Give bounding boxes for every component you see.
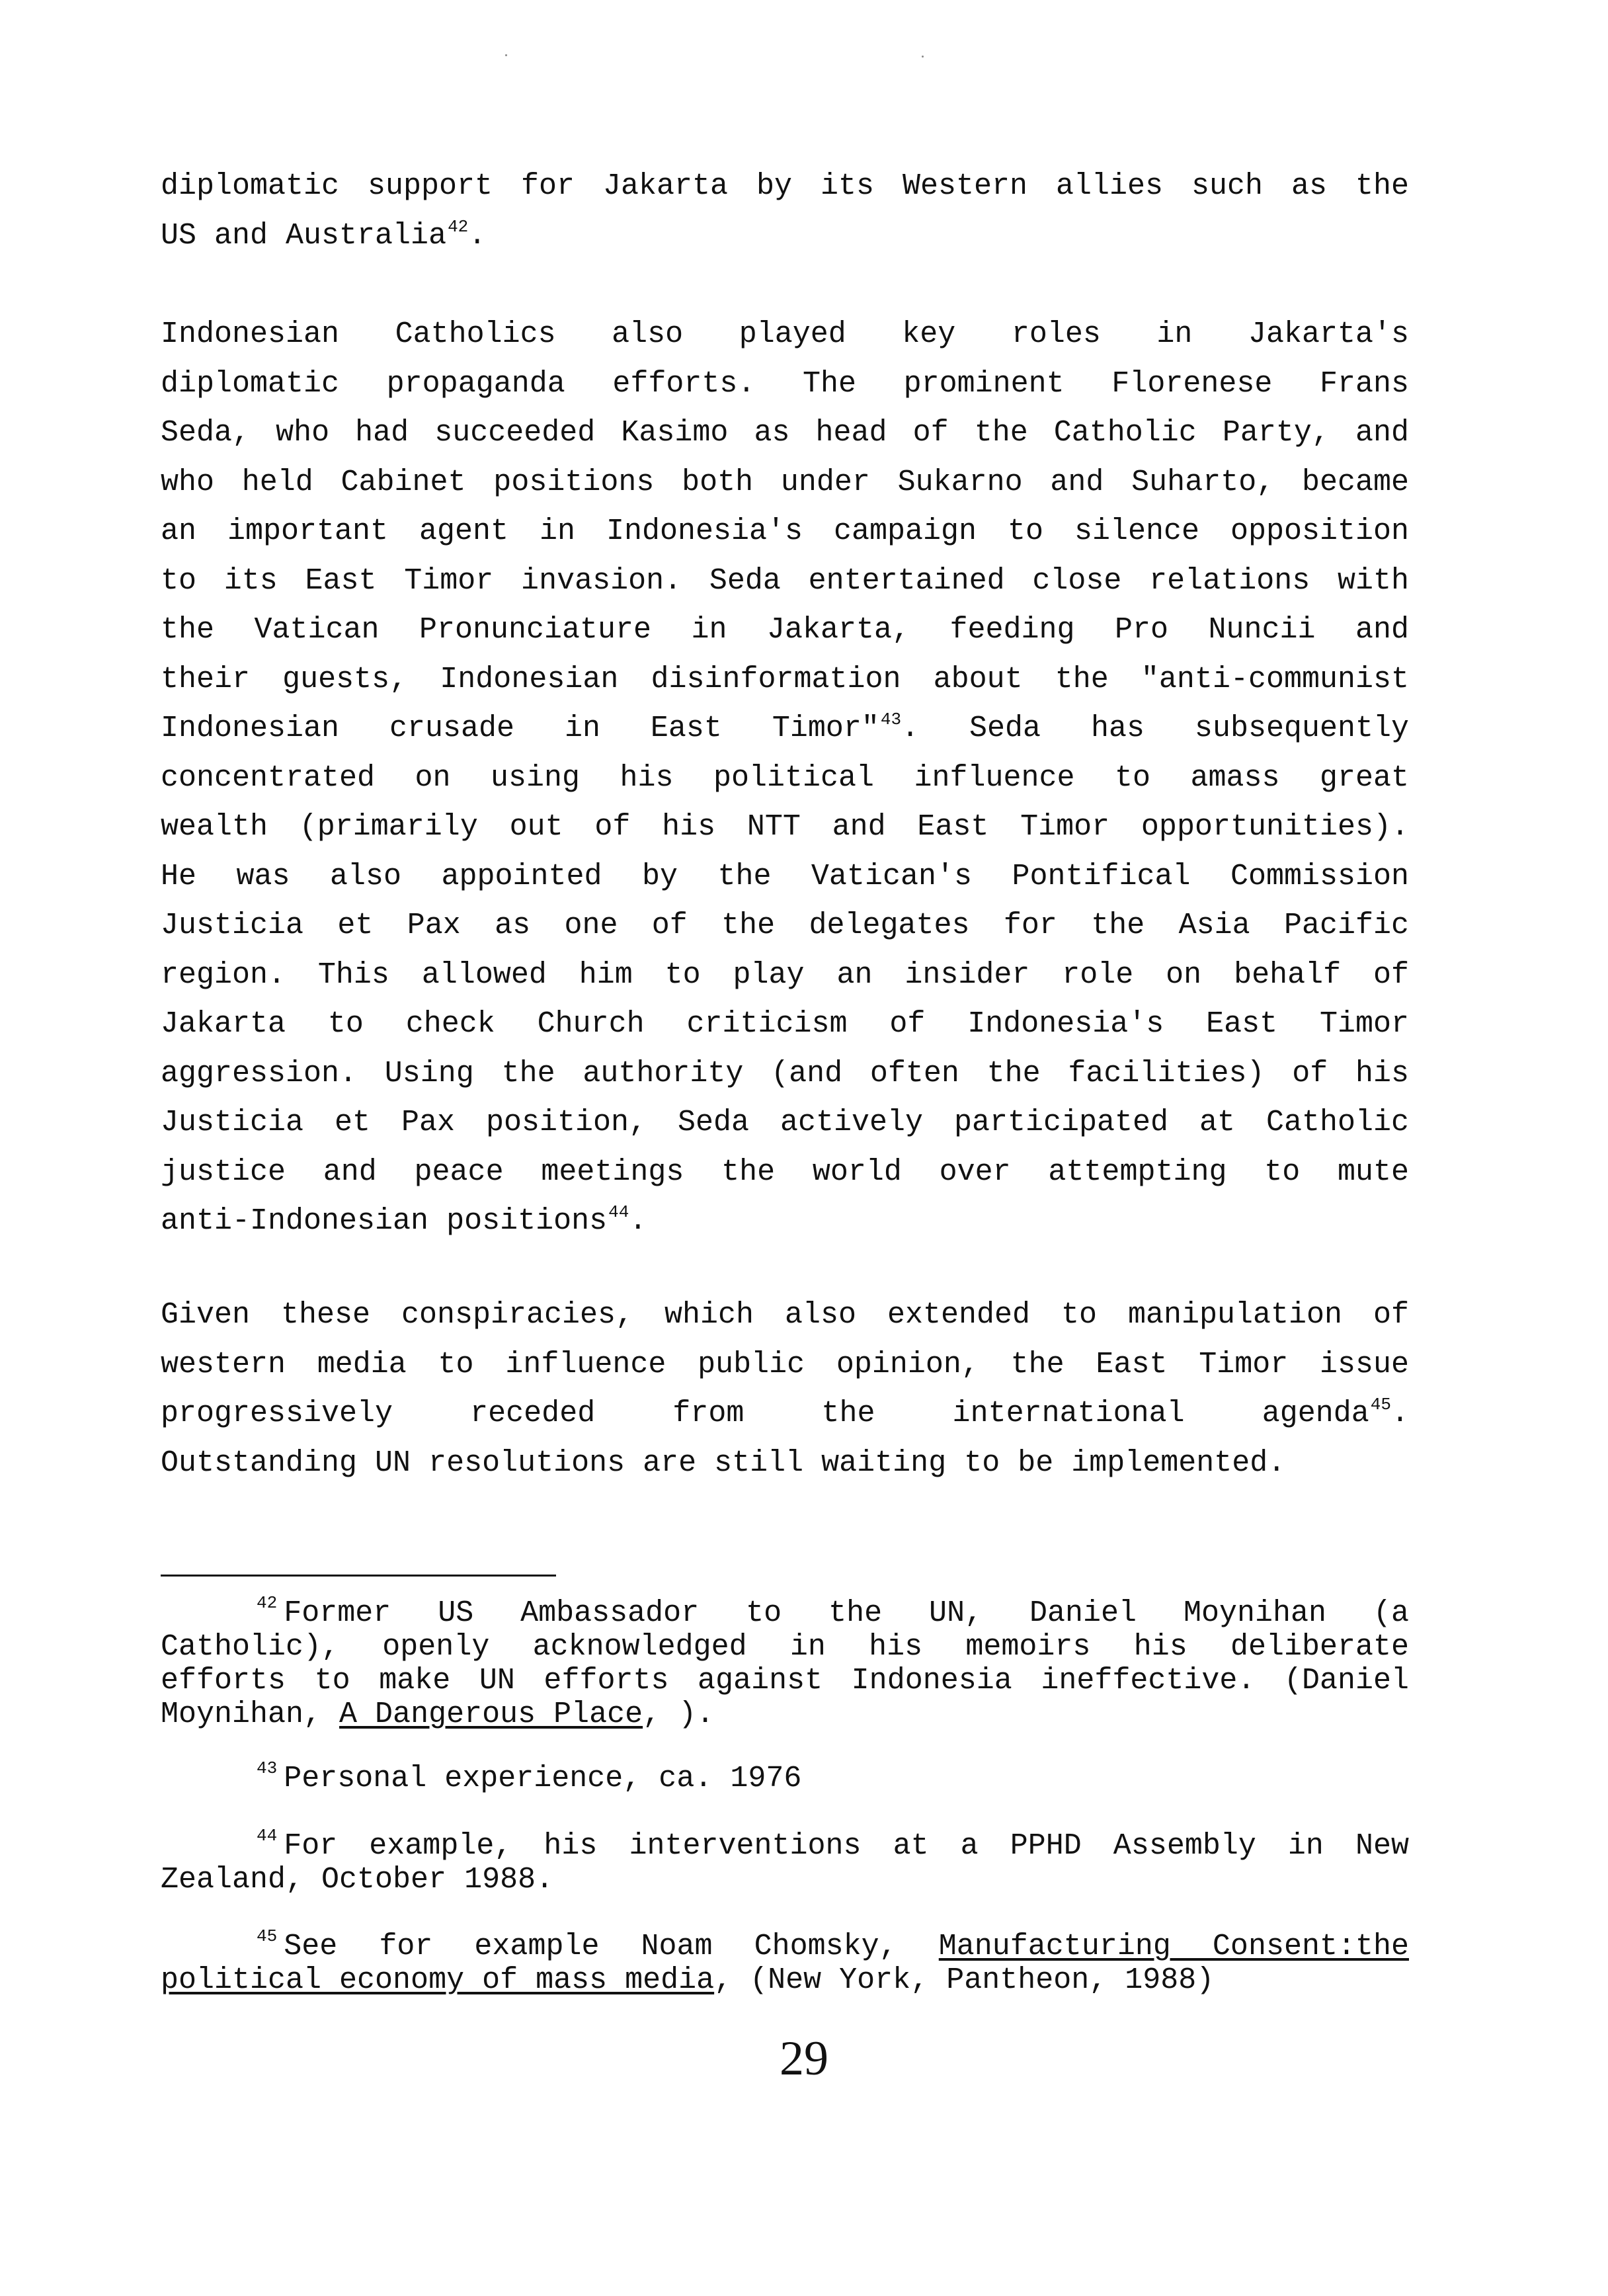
cited-title: political economy of mass media	[161, 1963, 715, 1997]
footnote-44	[161, 1826, 1409, 1897]
footnote-line: Zealand, October 1988.	[161, 1863, 554, 1897]
text-line: Jakarta to check Church criticism of Indonesia's East Timor	[161, 1007, 1409, 1041]
text-line: Given these conspiracies, which also extended to manipulation of	[161, 1298, 1409, 1332]
footnote-ref-43[interactable]: 43	[880, 710, 902, 729]
text-line: US and Australia$^{42}$.	[161, 216, 487, 253]
scan-speck	[922, 56, 924, 58]
text-line: Justicia et Pax as one of the delegates for the Asia Pacific	[161, 909, 1409, 942]
paragraph-2	[161, 310, 1409, 1247]
footnote-line: political economy of mass media, (New York, Pantheon, 1988)	[161, 1963, 1215, 1997]
text-line: to its East Timor invasion. Seda entertained close relations with	[161, 563, 1409, 598]
cited-title: Manufacturing Consent:the	[938, 1930, 1409, 1963]
text-line: Justicia et Pax position, Seda actively participated at Catholic	[161, 1106, 1409, 1139]
footnote-line: Moynihan, A Dangerous Place, ).	[161, 1698, 715, 1731]
footnote-number: 44	[257, 1826, 278, 1846]
footnote-number: 43	[257, 1758, 278, 1778]
text-line: He was also appointed by the Vatican's Pontifical Commission	[161, 859, 1409, 893]
paragraph-1	[161, 162, 1409, 261]
footnote-ref-44[interactable]: 44	[608, 1202, 629, 1222]
text-line: Indonesian crusade in East Timor"$^{43}$. Seda has subsequently	[161, 710, 1409, 745]
text-line: Seda, who had succeeded Kasimo as head of the Catholic Party, and	[161, 416, 1409, 450]
footnote-ref-45[interactable]: 45	[1370, 1395, 1391, 1414]
footnote-ref-42[interactable]: 42	[448, 216, 469, 237]
footnote-43	[161, 1758, 1409, 1795]
text-line: their guests, Indonesian disinformation about the "anti-communist	[161, 662, 1409, 696]
text-line: progressively receded from the international agenda$^{45}$.	[161, 1395, 1409, 1430]
text-line: diplomatic propaganda efforts. The prominent Florenese Frans	[161, 366, 1409, 401]
text-line: diplomatic support for Jakarta by its Western allies such as the	[161, 169, 1409, 203]
cited-title: A Dangerous Place	[339, 1698, 643, 1731]
text-line: anti-Indonesian positions$^{44}$.	[161, 1202, 647, 1238]
text-line: who held Cabinet positions both under Sukarno and Suharto, became	[161, 465, 1409, 499]
text-line: concentrated on using his political influence to amass great	[161, 760, 1409, 795]
footnote-line: $^{42}$ Former US Ambassador to the UN, Daniel Moynihan (a	[257, 1593, 1409, 1630]
footnote-line: $^{45}$ See for example Noam Chomsky, Manufacturing Consent:the	[257, 1926, 1409, 1963]
text-line: wealth (primarily out of his NTT and East Timor opportunities).	[161, 810, 1409, 844]
text-line: justice and peace meetings the world over attempting to mute	[161, 1155, 1409, 1189]
footnote-45	[161, 1926, 1409, 1997]
footnote-line: $^{44}$ For example, his interventions at a PPHD Assembly in New	[257, 1826, 1409, 1863]
text-line: region. This allowed him to play an insider role on behalf of	[161, 958, 1409, 992]
text-line: western media to influence public opinion, the East Timor issue	[161, 1347, 1409, 1381]
footnote-42	[161, 1593, 1409, 1731]
text-line: the Vatican Pronunciature in Jakarta, feeding Pro Nuncii and	[161, 613, 1409, 647]
text-line: Indonesian Catholics also played key roles in Jakarta's	[161, 317, 1409, 351]
footnote-number: 42	[257, 1593, 278, 1613]
footnote-number: 45	[257, 1926, 278, 1946]
paragraph-3	[161, 1291, 1409, 1488]
footnote-line: efforts to make UN efforts against Indonesia ineffective. (Daniel	[161, 1664, 1409, 1698]
footnote-line: $^{43}$ Personal experience, ca. 1976	[257, 1758, 802, 1795]
footnote-line: Catholic), openly acknowledged in his memoirs his deliberate	[161, 1630, 1409, 1664]
text-line: aggression. Using the authority (and often the facilities) of his	[161, 1056, 1409, 1090]
text-line: an important agent in Indonesia's campaign to silence opposition	[161, 514, 1409, 548]
footnote-separator	[161, 1575, 556, 1577]
text-line: Outstanding UN resolutions are still waiting to be implemented.	[161, 1446, 1286, 1480]
scan-speck	[505, 54, 507, 56]
page-number: 29	[780, 2031, 828, 2086]
